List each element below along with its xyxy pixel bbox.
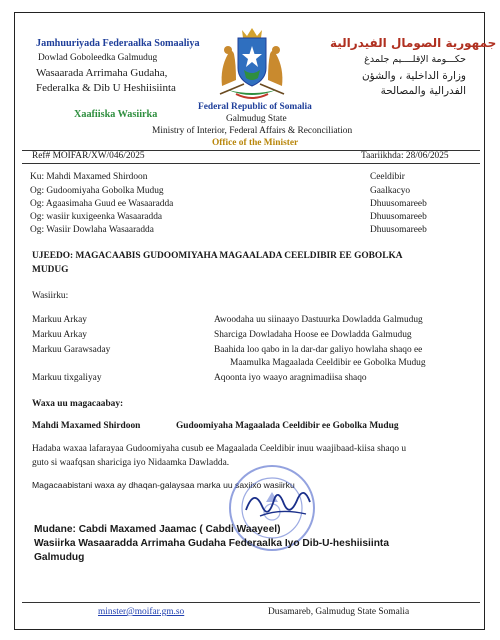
consideration-text: Aqoonta iyo waayo aragnimadiisa shaqo	[214, 373, 367, 383]
consideration-label: Markuu Garawsaday	[32, 345, 111, 355]
signatory-title: Wasiirka Wasaaradda Arrimaha Gudaha Federaalka Iyo Dib-U-heshiisiinta	[34, 538, 389, 549]
body-paragraph-line1: Hadaba waxaa lafarayaa Gudoomiyaha cusub ee Magaalada Ceeldibir inuu waajibaad-kiisa shaqo u	[32, 444, 407, 454]
header-left-line4: Federalka & Dib U Heshiisiinta	[36, 82, 176, 94]
recipient-name: Og: Wasiir Dowlaha Wasaaradda	[30, 225, 154, 235]
header-left-line3: Wasaarada Arrimaha Gudaha,	[36, 67, 168, 79]
subject-line2: MUDUG	[32, 265, 69, 275]
handwritten-signature	[240, 480, 320, 530]
recipient-place: Dhuusomareeb	[370, 199, 427, 209]
recipient-name: Og: Agaasimaha Guud ee Wasaaradda	[30, 199, 174, 209]
ref-divider	[22, 163, 480, 164]
header-right-line1: جمهورية الصومال الفيدرالية	[330, 36, 497, 50]
wasiirku-label: Wasiirku:	[32, 291, 69, 301]
header-left-office: Xaafiiska Wasiirka	[74, 109, 158, 120]
signatory-name: Mudane: Cabdi Maxamed Jaamac ( Cabdi Waayeel)	[34, 524, 281, 535]
header-center-line2: Galmudug State	[226, 114, 287, 124]
recipient-name: Og: wasiir kuxigeenka Wasaaradda	[30, 212, 163, 222]
header-left-line1: Jamhuuriyada Federaalka Somaaliya	[36, 38, 200, 49]
recipient-place: Dhuusomareeb	[370, 212, 427, 222]
consideration-label: Markuu tixgaliyay	[32, 373, 102, 383]
consideration-label: Markuu Arkay	[32, 330, 87, 340]
recipient-name: Ku: Mahdi Maxamed Shirdoon	[30, 172, 148, 182]
footer-divider	[22, 602, 480, 603]
body-paragraph-line2: guto si waafqsan shariciga iyo Nidaamka Dawladda.	[32, 458, 230, 468]
header-right-line4: الفدرالية والمصالحة	[380, 85, 466, 97]
coat-of-arms-emblem	[214, 24, 290, 102]
header-center-line4: Office of the Minister	[212, 138, 299, 148]
signatory-title-continued: Galmudug	[34, 552, 85, 563]
consideration-text: Sharciga Dowladaha Hoose ee Dowladda Galmudug	[214, 330, 412, 340]
document-date: Taariikhda: 28/06/2025	[361, 151, 449, 161]
effective-statement: Magacaabistani waxa ay dhaqan-galaysaa marka uu saxiixo wasiirku	[32, 480, 295, 490]
consideration-text-continued: Maamulka Magaalada Ceeldibir ee Gobolka Mudug	[230, 358, 426, 368]
recipient-place: Gaalkacyo	[370, 186, 411, 196]
consideration-text: Awoodaha uu siinaayo Dastuurka Dowladda Galmudug	[214, 315, 423, 325]
recipient-place: Ceeldibir	[370, 172, 405, 182]
reference-number: Ref# MOIFAR/XW/046/2025	[32, 151, 145, 161]
consideration-text: Baahida loo qabo in la dar-dar galiyo howlaha shaqo ee	[214, 345, 423, 355]
header-left-line2: Dowlad Goboleedka Galmudug	[38, 53, 158, 63]
consideration-label: Markuu Arkay	[32, 315, 87, 325]
subject-line1: UJEEDO: MAGACAABIS GUDOOMIYAHA MAGAALADA CEELDIBIR EE GOBOLKA	[32, 251, 403, 261]
appointed-heading: Waxa uu magacaabay:	[32, 399, 124, 409]
recipient-name: Og: Gudoomiyaha Gobolka Mudug	[30, 186, 164, 196]
appointee-name: Mahdi Maxamed Shirdoon	[32, 421, 141, 431]
footer-address: Dusamareb, Galmudug State Somalia	[268, 607, 410, 617]
header-right-line2: حكـــومة الإقلــــيم جلمدغ	[364, 54, 466, 65]
header-center-line3: Ministry of Interior, Federal Affairs & Reconciliation	[152, 126, 353, 136]
recipient-place: Dhuusomareeb	[370, 225, 427, 235]
header-center-line1: Federal Republic of Somalia	[198, 102, 312, 112]
footer-email-link[interactable]: minster@moifar.gm.so	[98, 607, 185, 617]
appointee-position: Gudoomiyaha Magaalada Ceeldibir ee Gobolka Mudug	[176, 421, 399, 431]
header-right-line3: وزارة الداخلية ، والشؤن	[361, 70, 466, 82]
